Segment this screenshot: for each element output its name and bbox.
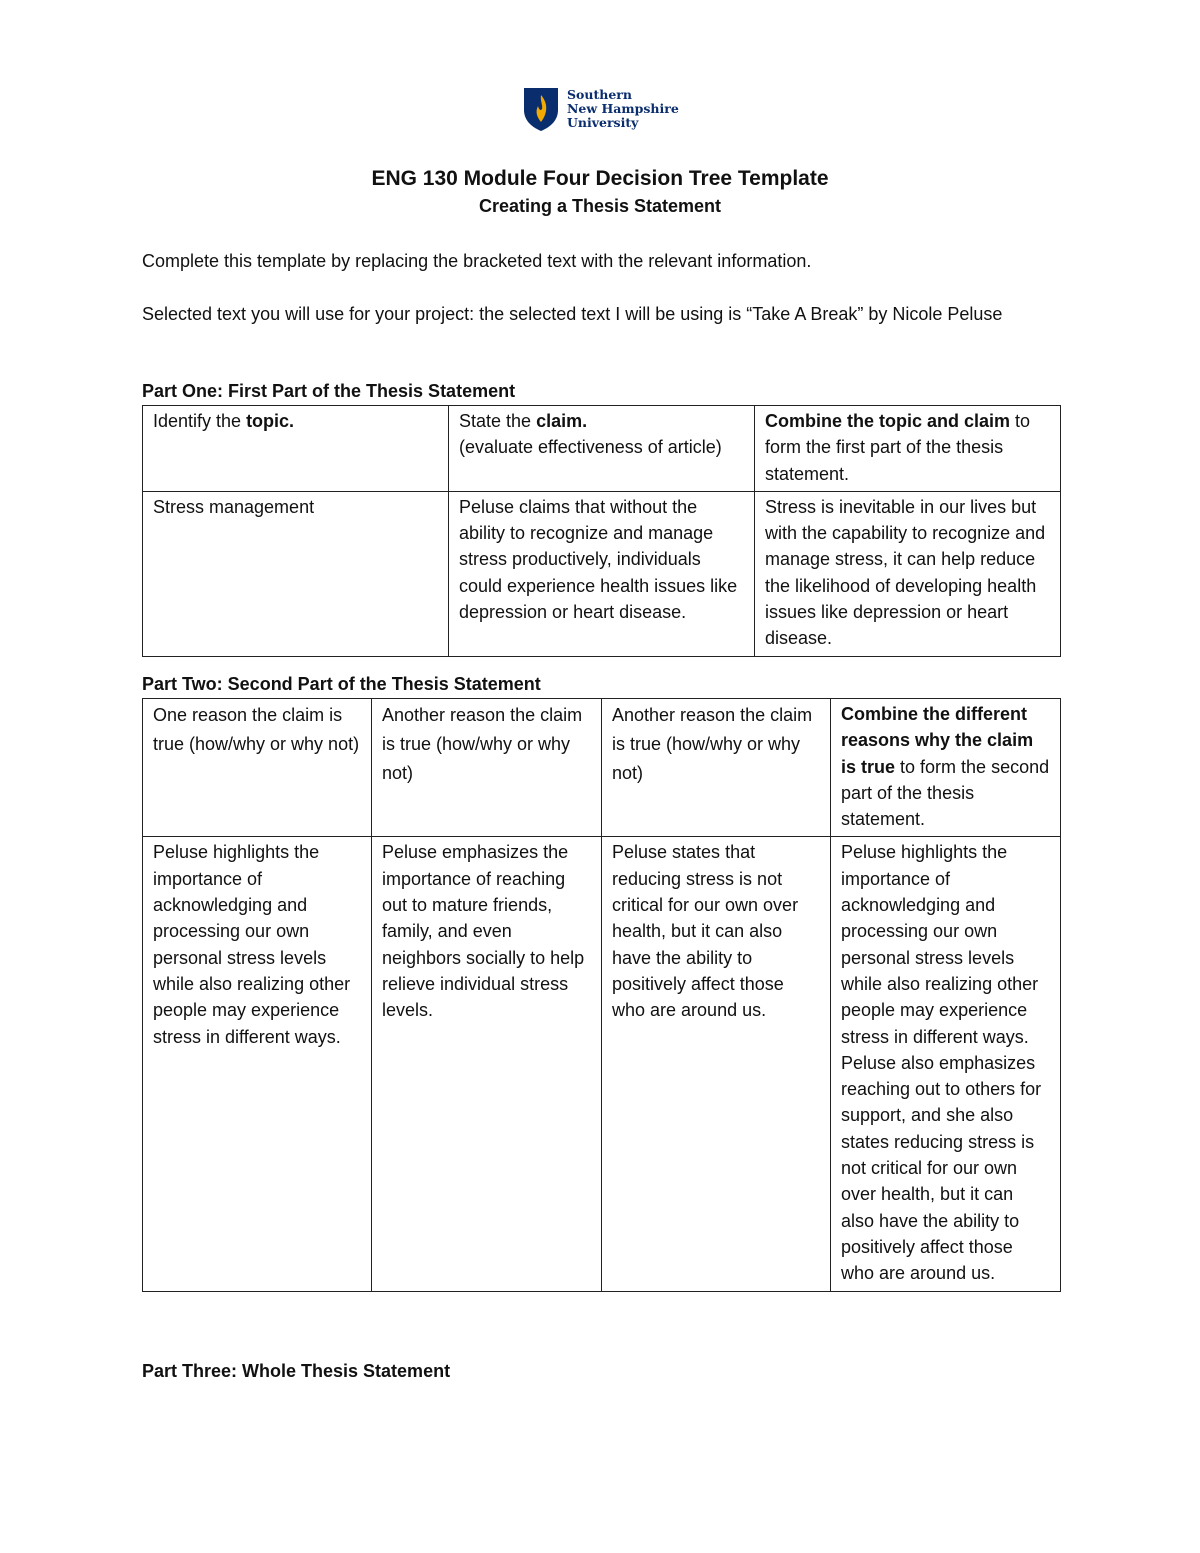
- part-three-heading: Part Three: Whole Thesis Statement: [142, 1361, 451, 1381]
- shield-flame-icon: [522, 86, 562, 132]
- topic-cell: Stress management: [143, 491, 449, 656]
- instruction-text: Complete this template by replacing the bracketed text with the relevant information.: [142, 251, 812, 271]
- reason-three-cell: Peluse states that reducing stress is not critical for our own over health, but it can also have the ability to positively affect those who are around us.: [602, 837, 831, 1291]
- reason-two-cell: Peluse emphasizes the importance of reaching out to mature friends, family, and even neighbors socially to help relieve individual stress levels.: [372, 837, 602, 1291]
- combined-reasons-cell: Peluse highlights the importance of acknowledging and processing our own personal stress levels while also realizing other people may experience stress in different ways. Peluse also emphasizes reaching out to others for support, and she also states reducing stress is not critical for our own over health, but it can also have the ability to positively affect those who are around us.: [831, 837, 1061, 1291]
- part-two-table: [142, 698, 1061, 1292]
- claim-header-cell: State the claim. (evaluate effectiveness of article): [449, 406, 755, 492]
- part-two-heading: Part Two: Second Part of the Thesis Statement: [142, 674, 541, 694]
- part-one-table: [142, 405, 1061, 657]
- combined-cell: Stress is inevitable in our lives but with the capability to recognize and manage stress, it can help reduce the likelihood of developing health issues like depression or heart disease.: [755, 491, 1061, 656]
- page-title: ENG 130 Module Four Decision Tree Template: [371, 167, 829, 190]
- part-one-heading: Part One: First Part of the Thesis Statement: [142, 381, 516, 401]
- reason-one-header-cell: One reason the claim is true (how/why or why not): [143, 699, 372, 837]
- combine-header-cell: Combine the topic and claim to form the first part of the thesis statement.: [755, 406, 1061, 492]
- logo-wordmark: Southern New Hampshire University: [567, 87, 679, 130]
- reason-two-header-cell: Another reason the claim is true (how/why or why not): [372, 699, 602, 837]
- table-row: [143, 491, 1061, 656]
- reason-three-header-cell: Another reason the claim is true (how/why or why not): [602, 699, 831, 837]
- reason-one-cell: Peluse highlights the importance of acknowledging and processing our own personal stress levels while also realizing other people may experience stress in different ways.: [143, 837, 372, 1291]
- selected-text-line: Selected text you will use for your project: the selected text I will be using is “Take A Break” by Nicole Peluse: [142, 304, 1003, 324]
- topic-header-cell: Identify the topic.: [143, 406, 449, 492]
- table-row: [143, 837, 1061, 1291]
- combine-reasons-header-cell: Combine the different reasons why the claim is true to form the second part of the thesis statement.: [831, 699, 1061, 837]
- page-subtitle: Creating a Thesis Statement: [478, 196, 722, 216]
- table-row: [143, 699, 1061, 837]
- table-row: [143, 406, 1061, 492]
- university-logo: [522, 86, 682, 132]
- claim-cell: Peluse claims that without the ability to recognize and manage stress productively, individuals could experience health issues like depression or heart disease.: [449, 491, 755, 656]
